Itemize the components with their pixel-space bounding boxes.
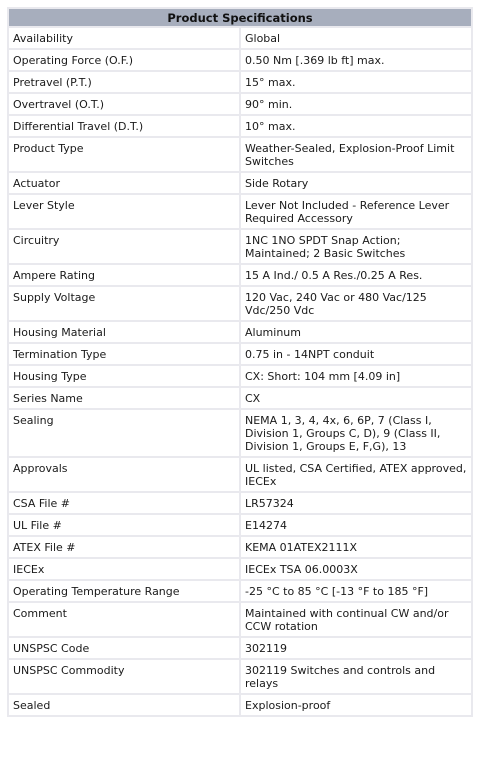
table-row xyxy=(9,230,471,263)
table-row xyxy=(9,638,471,658)
table-row xyxy=(9,50,471,70)
table-row xyxy=(9,695,471,715)
spec-label: Product Type xyxy=(9,138,239,171)
spec-label: UL File # xyxy=(9,515,239,535)
table-row xyxy=(9,603,471,636)
spec-label: Housing Material xyxy=(9,322,239,342)
spec-label: CSA File # xyxy=(9,493,239,513)
spec-label: Differential Travel (D.T.) xyxy=(9,116,239,136)
spec-label: Supply Voltage xyxy=(9,287,239,320)
spec-label: Circuitry xyxy=(9,230,239,263)
spec-label: Termination Type xyxy=(9,344,239,364)
table-header-row xyxy=(9,9,471,26)
spec-label: UNSPSC Commodity xyxy=(9,660,239,693)
table-row xyxy=(9,72,471,92)
table-row xyxy=(9,410,471,456)
spec-value: IECEx TSA 06.0003X xyxy=(241,559,471,579)
spec-value: 0.75 in - 14NPT conduit xyxy=(241,344,471,364)
spec-value: 302119 Switches and controls and relays xyxy=(241,660,471,693)
table-row xyxy=(9,493,471,513)
table-row xyxy=(9,344,471,364)
table-row xyxy=(9,660,471,693)
table-row xyxy=(9,138,471,171)
table-row xyxy=(9,94,471,114)
spec-label: UNSPSC Code xyxy=(9,638,239,658)
spec-label: Pretravel (P.T.) xyxy=(9,72,239,92)
table-row xyxy=(9,458,471,491)
spec-value: Side Rotary xyxy=(241,173,471,193)
spec-label: Availability xyxy=(9,28,239,48)
table-body xyxy=(9,28,471,715)
spec-value: CX: Short: 104 mm [4.09 in] xyxy=(241,366,471,386)
table-row xyxy=(9,116,471,136)
spec-value: 10° max. xyxy=(241,116,471,136)
table-row xyxy=(9,28,471,48)
table-row xyxy=(9,581,471,601)
spec-value: Explosion-proof xyxy=(241,695,471,715)
table-row xyxy=(9,173,471,193)
table-row xyxy=(9,287,471,320)
spec-value: Weather-Sealed, Explosion-Proof Limit Switches xyxy=(241,138,471,171)
spec-label: Ampere Rating xyxy=(9,265,239,285)
spec-label: Overtravel (O.T.) xyxy=(9,94,239,114)
table-row xyxy=(9,388,471,408)
spec-value: 90° min. xyxy=(241,94,471,114)
spec-value: -25 °C to 85 °C [-13 °F to 185 °F] xyxy=(241,581,471,601)
spec-label: ATEX File # xyxy=(9,537,239,557)
spec-label: IECEx xyxy=(9,559,239,579)
spec-label: Actuator xyxy=(9,173,239,193)
table-row xyxy=(9,537,471,557)
table-row xyxy=(9,265,471,285)
spec-value: CX xyxy=(241,388,471,408)
spec-label: Series Name xyxy=(9,388,239,408)
spec-value: E14274 xyxy=(241,515,471,535)
spec-label: Approvals xyxy=(9,458,239,491)
spec-value: Lever Not Included - Reference Lever Required Accessory xyxy=(241,195,471,228)
spec-value: NEMA 1, 3, 4, 4x, 6, 6P, 7 (Class I, Division 1, Groups C, D), 9 (Class II, Division 1, Groups E, F,G), 13 xyxy=(241,410,471,456)
product-specifications xyxy=(7,7,473,717)
spec-value: Global xyxy=(241,28,471,48)
spec-label: Lever Style xyxy=(9,195,239,228)
table-title: Product Specifications xyxy=(9,9,471,26)
table-row xyxy=(9,322,471,342)
spec-label: Sealing xyxy=(9,410,239,456)
spec-label: Housing Type xyxy=(9,366,239,386)
spec-value: 120 Vac, 240 Vac or 480 Vac/125 Vdc/250 Vdc xyxy=(241,287,471,320)
table-row xyxy=(9,366,471,386)
table-row xyxy=(9,195,471,228)
spec-value: 0.50 Nm [.369 lb ft] max. xyxy=(241,50,471,70)
spec-label: Comment xyxy=(9,603,239,636)
spec-value: 1NC 1NO SPDT Snap Action; Maintained; 2 Basic Switches xyxy=(241,230,471,263)
table-row xyxy=(9,559,471,579)
specifications-table xyxy=(7,7,473,717)
spec-label: Operating Temperature Range xyxy=(9,581,239,601)
spec-value: UL listed, CSA Certified, ATEX approved, IECEx xyxy=(241,458,471,491)
table-row xyxy=(9,515,471,535)
spec-value: LR57324 xyxy=(241,493,471,513)
spec-value: 302119 xyxy=(241,638,471,658)
spec-value: 15° max. xyxy=(241,72,471,92)
spec-label: Operating Force (O.F.) xyxy=(9,50,239,70)
spec-value: 15 A Ind./ 0.5 A Res./0.25 A Res. xyxy=(241,265,471,285)
spec-value: KEMA 01ATEX2111X xyxy=(241,537,471,557)
spec-value: Maintained with continual CW and/or CCW rotation xyxy=(241,603,471,636)
spec-label: Sealed xyxy=(9,695,239,715)
spec-value: Aluminum xyxy=(241,322,471,342)
